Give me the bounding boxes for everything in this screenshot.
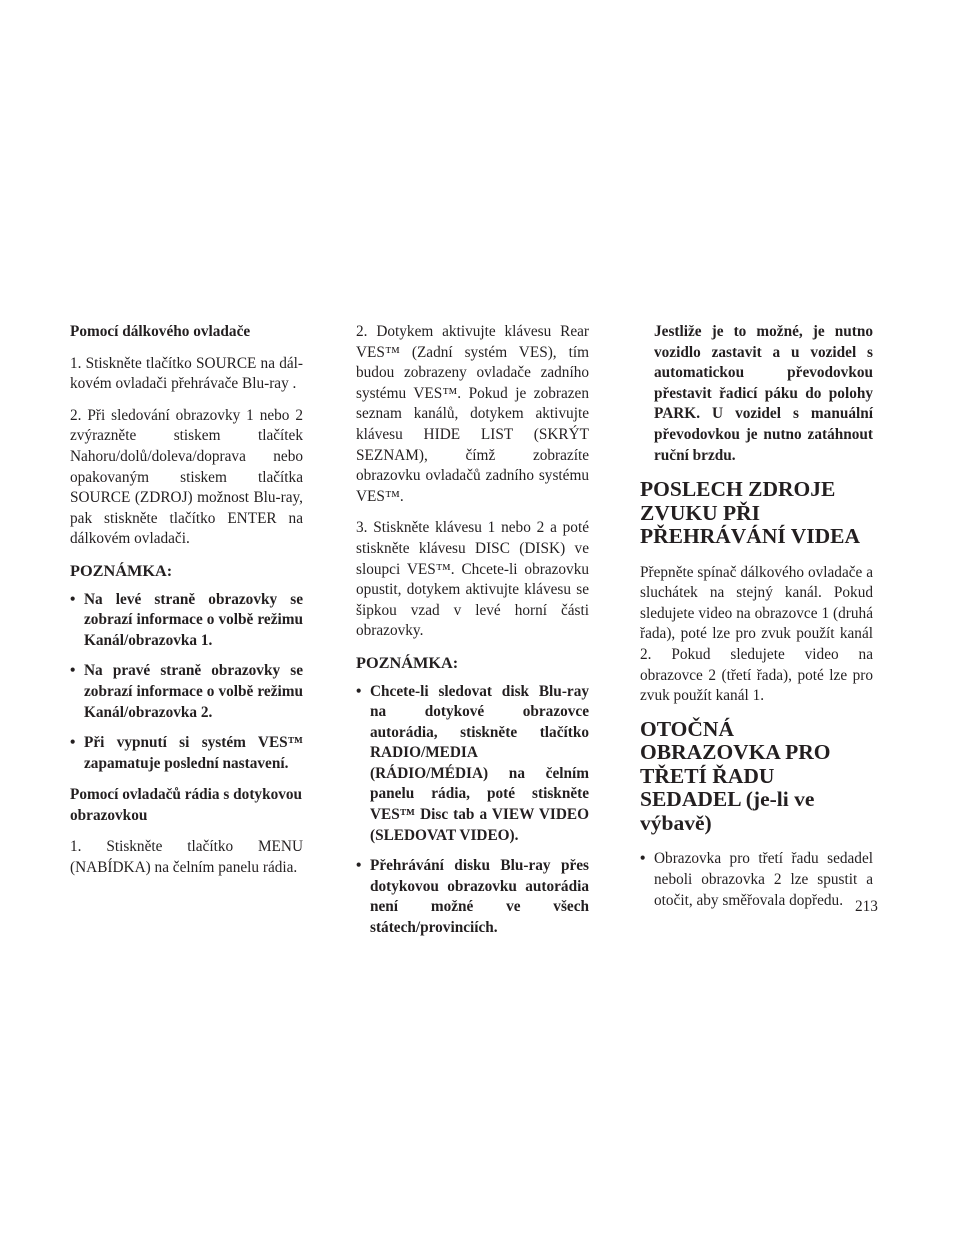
section-heading-audio: POSLECH ZDROJE ZVUKU PŘI PŘEHRÁVÁNÍ VIDEA [640,477,860,549]
subheading-touchscreen: Pomocí ovladačů rádia s dotykovou obrazovkou [70,786,303,824]
page-number: 213 [855,898,878,915]
list-item: • Chcete-li sledovat disk Blu-ray na dotykové obrazovce autorádia, stiskněte tlačítko RADIO/MEDIA (RÁDIO/MÉDIA) na čelním panelu rádia, poté stiskněte VES™ Disc tab a VIEW VIDEO (SLEDOVAT VIDEO). [356,682,589,847]
warning-continuation: Jestliže je to možné, je nutno vozidlo zastavit a u vozidel s automatickou převodovkou přestavit řadicí páku do polohy PARK. U vozidel s manuální převodovkou je nutno zatáhnout ruční brzdu. [654,323,873,464]
column-right [640,322,873,922]
list-item: • Na pravé straně obrazovky se zobrazí informace o volbě režimu Kanál/obrazovka 2. [70,661,303,723]
paragraph: 1. Stiskněte tlačítko MENU (NABÍDKA) na čelním panelu rádia. [70,838,303,877]
paragraph: 2. Při sledování obrazovky 1 nebo 2 zvýrazněte stiskem tlačítek Nahoru/dolů/doleva/doprava nebo opakovaným stiskem tlačítka SOURCE (ZDROJ) možnost Blu-ray, pak stiskněte tlačítko ENTER na dálkovém ovladači. [70,406,303,548]
column-left [70,322,303,890]
note-list [356,682,589,939]
note-heading: POZNÁMKA: [70,560,173,580]
list-item: • Při vypnutí si systém VES™ zapamatuje poslední nastavení. [70,733,303,774]
subheading-remote: Pomocí dálkového ovladače [70,323,251,340]
section-heading-rotating-screen: OTOČNÁ OBRAZOVKA PRO TŘETÍ ŘADU SEDADEL (je-li ve výbavě) [640,716,831,835]
list-item: • Obrazovka pro třetí řadu sedadel neboli obrazovka 2 lze spustit a otočit, aby směřovala dopředu. [640,849,873,911]
paragraph: 2. Dotykem aktivujte klávesu Rear VES™ (Zadní systém VES), tím budou zobrazeny ovladače zadního systému VES™. Pokud je zobrazen seznam kanálů, dotykem aktivujte klávesu HIDE LIST (SKRÝT SEZNAM), čímž zobrazíte obrazovku ovladačů zadního systému VES™. [356,323,589,505]
list-item: • Přehrávání disku Blu-ray přes dotykovou obrazovku autorádia není možné ve všech státech/provinciích. [356,856,589,938]
bullet-list [640,849,873,911]
paragraph: 3. Stiskněte klávesu 1 nebo 2 a poté stiskněte klávesu DISC (DISK) ve sloupci VES™. Chcete-li obrazovku opustit, dotykem aktivujte klávesu se šipkou vzad v levé horní části obrazovky. [356,519,589,640]
paragraph: Přepněte spínač dálkového ovladače a sluchátek na stejný kanál. Pokud sledujete video na obrazovce 1 (druhá řada), poté lze pro zvuk použít kanál 2. Pokud sledujete video na obrazovce 2 (třetí řada), poté lze pro zvuk použít kanál 1. [640,563,873,705]
column-middle [356,322,589,950]
paragraph: 1. Stiskněte tlačítko SOURCE na dálkovém ovladači přehrávače Blu-ray . [70,354,303,393]
note-heading: POZNÁMKA: [356,652,459,672]
note-list [70,590,303,775]
list-item: • Na levé straně obrazovky se zobrazí informace o volbě režimu Kanál/obrazovka 1. [70,590,303,652]
